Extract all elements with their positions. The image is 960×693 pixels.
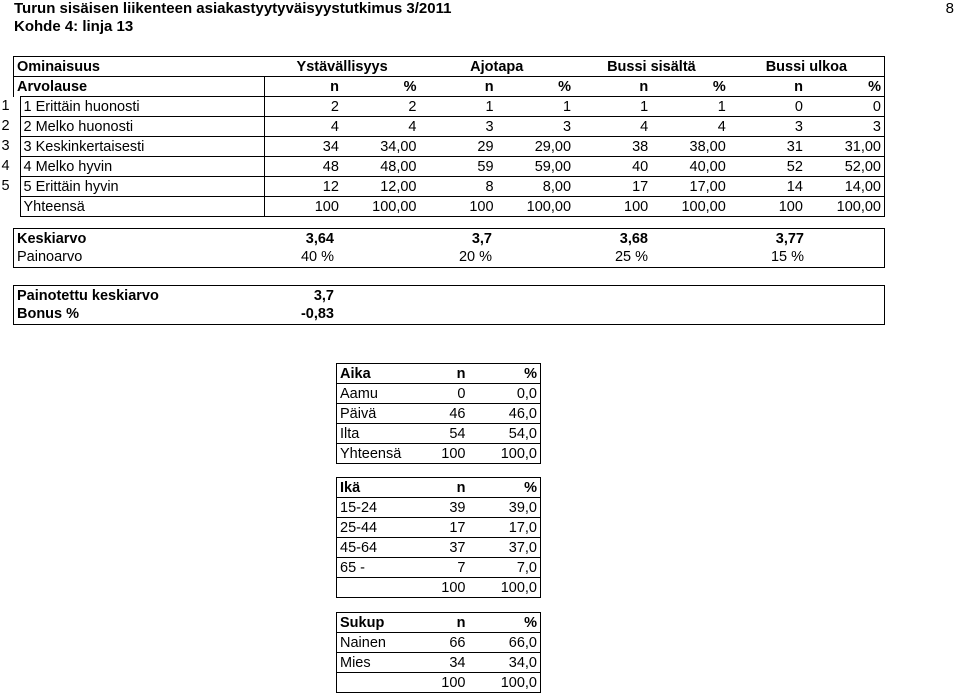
header-row-units	[14, 77, 885, 97]
col-header-pct: %	[651, 77, 729, 97]
total-pct: 100,00	[806, 197, 885, 217]
mini-row-pct: 39,0	[469, 498, 541, 518]
keskiarvo-bussi-sisalta: 3,68	[619, 231, 648, 247]
painotettu-keskiarvo-value: 3,7	[313, 288, 334, 304]
mini-header-label: Ikä	[337, 478, 409, 498]
mini-total-pct: 100,0	[469, 444, 541, 464]
mini-total-n: 100	[409, 444, 469, 464]
mini-row-label: Mies	[337, 653, 409, 673]
cell-n: 40	[574, 157, 651, 177]
row-index: 3	[1, 137, 10, 154]
cell-n: 3	[729, 117, 806, 137]
cell-n: 2	[265, 97, 342, 117]
mini-row-pct: 0,0	[469, 384, 541, 404]
main-results-table	[1, 56, 885, 217]
cell-n: 1	[574, 97, 651, 117]
row-label: 4 Melko hyvin	[20, 157, 265, 177]
mini-row	[337, 384, 541, 404]
total-pct: 100,00	[342, 197, 420, 217]
cell-n: 29	[420, 137, 497, 157]
mini-row-n: 66	[409, 633, 469, 653]
mini-row	[337, 653, 541, 673]
bonus-label: Bonus %	[17, 306, 80, 322]
total-pct: 100,00	[497, 197, 574, 217]
mini-header-n: n	[409, 364, 469, 384]
col-header-bussi-ulkoa: Bussi ulkoa	[729, 57, 885, 77]
mini-row-label: 65 -	[337, 558, 409, 578]
cell-n: 14	[729, 177, 806, 197]
ika-table	[336, 477, 541, 598]
col-header-n: n	[265, 77, 342, 97]
mini-header-label: Sukup	[337, 613, 409, 633]
sukup-table	[336, 612, 541, 693]
painoarvo-ajotapa: 20 %	[458, 249, 492, 265]
total-n: 100	[729, 197, 806, 217]
cell-n: 31	[729, 137, 806, 157]
cell-pct: 3	[806, 117, 885, 137]
total-n: 100	[265, 197, 342, 217]
cell-n: 4	[574, 117, 651, 137]
row-index: 1	[1, 97, 10, 114]
mini-row-pct: 7,0	[469, 558, 541, 578]
mini-row-label: Aamu	[337, 384, 409, 404]
bonus-value: -0,83	[300, 306, 334, 322]
mini-header-label: Aika	[337, 364, 409, 384]
cell-n: 59	[420, 157, 497, 177]
mini-row-n: 34	[409, 653, 469, 673]
row-label: 2 Melko huonosti	[20, 117, 265, 137]
keskiarvo-bussi-ulkoa: 3,77	[775, 231, 804, 247]
cell-n: 3	[420, 117, 497, 137]
mini-header-row	[337, 364, 541, 384]
total-row	[14, 197, 885, 217]
mini-row	[337, 633, 541, 653]
mini-row-pct: 46,0	[469, 404, 541, 424]
cell-n: 4	[265, 117, 342, 137]
mini-row-n: 0	[409, 384, 469, 404]
mini-row-label: Nainen	[337, 633, 409, 653]
mini-row-label: Päivä	[337, 404, 409, 424]
mini-header-pct: %	[469, 364, 541, 384]
cell-pct: 52,00	[806, 157, 885, 177]
row-label: 1 Erittäin huonosti	[20, 97, 265, 117]
mini-row-n: 7	[409, 558, 469, 578]
mini-total-n: 100	[409, 578, 469, 598]
table-row	[14, 137, 885, 157]
cell-pct: 31,00	[806, 137, 885, 157]
average-summary-box	[13, 228, 885, 268]
aika-table	[336, 363, 541, 464]
mini-row-n: 54	[409, 424, 469, 444]
mini-row-pct: 37,0	[469, 538, 541, 558]
cell-pct: 4	[651, 117, 729, 137]
painotettu-keskiarvo-label: Painotettu keskiarvo	[17, 288, 159, 304]
keskiarvo-ajotapa: 3,7	[471, 231, 492, 247]
painoarvo-bussi-sisalta: 25 %	[614, 249, 648, 265]
cell-pct: 34,00	[342, 137, 420, 157]
cell-n: 48	[265, 157, 342, 177]
cell-pct: 40,00	[651, 157, 729, 177]
total-n: 100	[420, 197, 497, 217]
mini-row	[337, 558, 541, 578]
cell-pct: 12,00	[342, 177, 420, 197]
cell-n: 38	[574, 137, 651, 157]
mini-total-label	[337, 578, 409, 598]
cell-pct: 59,00	[497, 157, 574, 177]
row-label: 3 Keskinkertaisesti	[20, 137, 265, 157]
mini-header-pct: %	[469, 613, 541, 633]
cell-n: 52	[729, 157, 806, 177]
cell-pct: 29,00	[497, 137, 574, 157]
mini-row-label: 25-44	[337, 518, 409, 538]
cell-pct: 3	[497, 117, 574, 137]
report-title: Turun sisäisen liikenteen asiakastyytyväisyystutkimus 3/2011	[14, 0, 452, 17]
cell-n: 12	[265, 177, 342, 197]
mini-row	[337, 424, 541, 444]
mini-header-n: n	[409, 613, 469, 633]
cell-pct: 0	[806, 97, 885, 117]
mini-row-n: 46	[409, 404, 469, 424]
mini-total-pct: 100,0	[469, 578, 541, 598]
mini-total-label	[337, 673, 409, 693]
col-header-pct: %	[497, 77, 574, 97]
mini-total-row	[337, 444, 541, 464]
table-row	[14, 177, 885, 197]
col-header-ominaisuus: Ominaisuus	[14, 57, 265, 77]
mini-header-n: n	[409, 478, 469, 498]
mini-total-row	[337, 578, 541, 598]
mini-row-pct: 66,0	[469, 633, 541, 653]
mini-header-row	[337, 478, 541, 498]
col-header-pct: %	[806, 77, 885, 97]
mini-total-pct: 100,0	[469, 673, 541, 693]
col-header-ystavallisyys: Ystävällisyys	[265, 57, 420, 77]
mini-header-row	[337, 613, 541, 633]
header-row-attributes	[14, 57, 885, 77]
cell-pct: 8,00	[497, 177, 574, 197]
total-label: Yhteensä	[20, 197, 265, 217]
mini-row-n: 17	[409, 518, 469, 538]
mini-row-n: 37	[409, 538, 469, 558]
painoarvo-bussi-ulkoa: 15 %	[770, 249, 804, 265]
weighted-summary-box	[13, 285, 885, 325]
row-index: 2	[1, 117, 10, 134]
mini-row	[337, 518, 541, 538]
mini-row	[337, 498, 541, 518]
mini-row-label: 45-64	[337, 538, 409, 558]
painoarvo-ystavallisyys: 40 %	[300, 249, 334, 265]
cell-n: 17	[574, 177, 651, 197]
mini-header-pct: %	[469, 478, 541, 498]
mini-row-label: 15-24	[337, 498, 409, 518]
cell-pct: 2	[342, 97, 420, 117]
mini-total-label: Yhteensä	[337, 444, 409, 464]
col-header-ajotapa: Ajotapa	[420, 57, 575, 77]
cell-pct: 38,00	[651, 137, 729, 157]
cell-pct: 1	[497, 97, 574, 117]
cell-n: 1	[420, 97, 497, 117]
row-index: 4	[1, 157, 10, 174]
mini-row-pct: 54,0	[469, 424, 541, 444]
table-row	[14, 157, 885, 177]
col-header-arvolause: Arvolause	[14, 77, 265, 97]
report-subtitle: Kohde 4: linja 13	[14, 18, 134, 35]
cell-pct: 48,00	[342, 157, 420, 177]
keskiarvo-ystavallisyys: 3,64	[305, 231, 334, 247]
cell-n: 8	[420, 177, 497, 197]
col-header-n: n	[729, 77, 806, 97]
cell-n: 0	[729, 97, 806, 117]
mini-total-n: 100	[409, 673, 469, 693]
painoarvo-label: Painoarvo	[17, 249, 83, 265]
col-header-n: n	[574, 77, 651, 97]
mini-row-n: 39	[409, 498, 469, 518]
table-row	[14, 97, 885, 117]
mini-row	[337, 404, 541, 424]
mini-row-pct: 34,0	[469, 653, 541, 673]
col-header-bussi-sisalta: Bussi sisältä	[574, 57, 729, 77]
keskiarvo-label: Keskiarvo	[17, 231, 87, 247]
total-n: 100	[574, 197, 651, 217]
cell-pct: 14,00	[806, 177, 885, 197]
col-header-pct: %	[342, 77, 420, 97]
total-pct: 100,00	[651, 197, 729, 217]
mini-row-label: Ilta	[337, 424, 409, 444]
mini-row-pct: 17,0	[469, 518, 541, 538]
cell-pct: 4	[342, 117, 420, 137]
col-header-n: n	[420, 77, 497, 97]
row-index: 5	[1, 177, 10, 194]
page-number: 8	[945, 0, 954, 17]
mini-row	[337, 538, 541, 558]
cell-n: 34	[265, 137, 342, 157]
table-row	[14, 117, 885, 137]
cell-pct: 1	[651, 97, 729, 117]
cell-pct: 17,00	[651, 177, 729, 197]
row-label: 5 Erittäin hyvin	[20, 177, 265, 197]
mini-total-row	[337, 673, 541, 693]
